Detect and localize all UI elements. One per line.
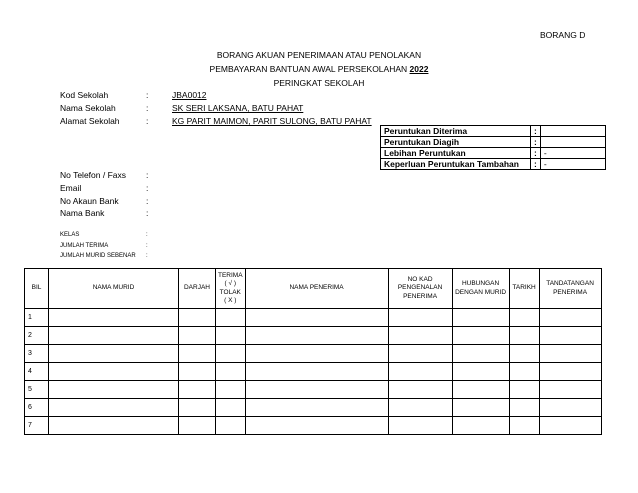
nama-murid-cell[interactable]	[49, 399, 179, 417]
title-year: 2022	[409, 64, 429, 74]
darjah-cell[interactable]	[179, 417, 216, 435]
summary-row	[381, 159, 606, 170]
hubungan-line-1: HUBUNGAN	[461, 280, 500, 287]
nama-murid-cell[interactable]	[49, 345, 179, 363]
darjah-cell[interactable]	[179, 399, 216, 417]
nama-bank-colon: :	[146, 208, 149, 218]
tandatangan-cell[interactable]	[539, 327, 601, 345]
nama-penerima-cell[interactable]	[245, 345, 388, 363]
nama-sekolah-colon: :	[146, 103, 149, 113]
terima-tolak-cell[interactable]	[216, 363, 246, 381]
tarikh-cell[interactable]	[509, 363, 539, 381]
kod-sekolah-colon: :	[146, 90, 149, 100]
nama-murid-cell[interactable]	[49, 381, 179, 399]
nama-sekolah-value: SK SERI LAKSANA, BATU PAHAT	[172, 103, 304, 113]
tarikh-cell[interactable]	[509, 345, 539, 363]
row-number: 5	[25, 381, 49, 399]
terima-text: TERIMA	[218, 271, 243, 279]
darjah-cell[interactable]	[179, 363, 216, 381]
col-header-terima-tolak	[216, 269, 246, 309]
email-label: Email	[60, 183, 82, 193]
jumlah-terima-label: JUMLAH TERIMA	[60, 243, 109, 249]
email-colon: :	[146, 183, 149, 193]
no-kad-cell[interactable]	[388, 381, 452, 399]
alamat-sekolah-value: KG PARIT MAIMON, PARIT SULONG, BATU PAHAT	[172, 116, 372, 126]
no-kad-cell[interactable]	[388, 417, 452, 435]
summary-label: Lebihan Peruntukan	[381, 148, 531, 159]
summary-row	[381, 148, 606, 159]
tandatangan-cell[interactable]	[539, 417, 601, 435]
title-line-1: BORANG AKUAN PENERIMAAN ATAU PENOLAKAN	[216, 50, 422, 60]
tandatangan-cell[interactable]	[539, 399, 601, 417]
akaun-bank-label: No Akaun Bank	[60, 196, 119, 206]
table-row	[25, 381, 602, 399]
hubungan-cell[interactable]	[452, 399, 509, 417]
akaun-bank-colon: :	[146, 196, 149, 206]
table-header-row	[25, 269, 602, 309]
summary-colon: :	[531, 159, 541, 170]
table-row	[25, 345, 602, 363]
row-number: 1	[25, 309, 49, 327]
hubungan-cell[interactable]	[452, 381, 509, 399]
summary-label: Peruntukan Diterima	[381, 126, 531, 137]
no-kad-line-3: PENERIMA	[403, 292, 438, 300]
table-row	[25, 309, 602, 327]
nama-penerima-cell[interactable]	[245, 363, 388, 381]
row-number: 3	[25, 345, 49, 363]
col-header-tarikh: TARIKH	[509, 269, 539, 309]
darjah-cell[interactable]	[179, 345, 216, 363]
table-row	[25, 399, 602, 417]
terima-tolak-cell[interactable]	[216, 417, 246, 435]
nama-penerima-cell[interactable]	[245, 381, 388, 399]
nama-murid-cell[interactable]	[49, 327, 179, 345]
terima-tick-text: ( √ )	[224, 280, 237, 287]
summary-value[interactable]: -	[540, 148, 605, 159]
terima-tolak-cell[interactable]	[216, 345, 246, 363]
jumlah-murid-colon: :	[146, 253, 148, 259]
hubungan-line-2: DENGAN MURID	[455, 288, 507, 296]
hubungan-cell[interactable]	[452, 345, 509, 363]
no-kad-cell[interactable]	[388, 399, 452, 417]
col-header-tandatangan	[539, 269, 601, 309]
row-number: 2	[25, 327, 49, 345]
darjah-cell[interactable]	[179, 381, 216, 399]
col-header-hubungan	[452, 269, 509, 309]
tarikh-cell[interactable]	[509, 381, 539, 399]
summary-colon: :	[531, 126, 541, 137]
summary-value[interactable]	[540, 126, 605, 137]
nama-murid-cell[interactable]	[49, 363, 179, 381]
jumlah-terima-colon: :	[146, 243, 148, 249]
terima-tolak-cell[interactable]	[216, 381, 246, 399]
title-line-3: PERINGKAT SEKOLAH	[273, 78, 365, 88]
no-kad-cell[interactable]	[388, 363, 452, 381]
nama-sekolah-label: Nama Sekolah	[60, 103, 116, 113]
no-kad-cell[interactable]	[388, 309, 452, 327]
summary-colon: :	[531, 148, 541, 159]
hubungan-cell[interactable]	[452, 363, 509, 381]
no-kad-line-2: PENGENALAN	[397, 284, 443, 292]
no-kad-line-1: NO KAD	[407, 275, 433, 283]
terima-tolak-cell[interactable]	[216, 399, 246, 417]
row-number: 4	[25, 363, 49, 381]
table-row	[25, 327, 602, 345]
no-kad-cell[interactable]	[388, 345, 452, 363]
kod-sekolah-value: JBA0012	[172, 90, 207, 100]
col-header-no-kad	[388, 269, 452, 309]
summary-label: Peruntukan Diagih	[381, 137, 531, 148]
darjah-cell[interactable]	[179, 327, 216, 345]
nama-penerima-cell[interactable]	[245, 417, 388, 435]
allocation-summary-table	[380, 125, 606, 170]
col-header-nama-murid: NAMA MURID	[49, 269, 179, 309]
summary-value[interactable]	[540, 137, 605, 148]
title-line-2-text: PEMBAYARAN BANTUAN AWAL PERSEKOLAHAN	[209, 64, 408, 74]
form-code: BORANG D	[540, 30, 586, 40]
tandatangan-cell[interactable]	[539, 363, 601, 381]
telefon-colon: :	[146, 170, 149, 180]
tarikh-cell[interactable]	[509, 327, 539, 345]
hubungan-cell[interactable]	[452, 417, 509, 435]
terima-tolak-cell[interactable]	[216, 309, 246, 327]
summary-row	[381, 126, 606, 137]
nama-penerima-cell[interactable]	[245, 309, 388, 327]
tolak-text: TOLAK	[219, 288, 241, 296]
summary-row	[381, 137, 606, 148]
row-number: 6	[25, 399, 49, 417]
tandatangan-line-1: TANDATANGAN	[546, 280, 594, 287]
alamat-sekolah-label: Alamat Sekolah	[60, 116, 120, 126]
hubungan-cell[interactable]	[452, 327, 509, 345]
tarikh-cell[interactable]	[509, 399, 539, 417]
kelas-label: KELAS	[60, 232, 80, 238]
col-header-nama-penerima: NAMA PENERIMA	[245, 269, 388, 309]
col-header-bil: BIL	[25, 269, 49, 309]
kelas-colon: :	[146, 232, 148, 238]
tarikh-cell[interactable]	[509, 309, 539, 327]
tolak-x-text: ( X )	[224, 297, 237, 304]
row-number: 7	[25, 417, 49, 435]
jumlah-murid-label: JUMLAH MURID SEBENAR	[60, 253, 136, 259]
tandatangan-cell[interactable]	[539, 381, 601, 399]
nama-bank-label: Nama Bank	[60, 208, 105, 218]
nama-murid-cell[interactable]	[49, 417, 179, 435]
telefon-label: No Telefon / Faxs	[60, 170, 126, 180]
table-row	[25, 363, 602, 381]
kod-sekolah-label: Kod Sekolah	[60, 90, 109, 100]
alamat-sekolah-colon: :	[146, 116, 149, 126]
title-line-2	[0, 64, 638, 74]
hubungan-cell[interactable]	[452, 309, 509, 327]
terima-tolak-cell[interactable]	[216, 327, 246, 345]
student-acceptance-table	[24, 268, 602, 435]
summary-label: Keperluan Peruntukan Tambahan	[381, 159, 531, 170]
table-row	[25, 417, 602, 435]
col-header-darjah: DARJAH	[179, 269, 216, 309]
darjah-cell[interactable]	[179, 309, 216, 327]
summary-colon: :	[531, 137, 541, 148]
tandatangan-cell[interactable]	[539, 345, 601, 363]
summary-value[interactable]: -	[540, 159, 605, 170]
tandatangan-cell[interactable]	[539, 309, 601, 327]
tarikh-cell[interactable]	[509, 417, 539, 435]
nama-penerima-cell[interactable]	[245, 327, 388, 345]
tandatangan-line-2: PENERIMA	[553, 288, 588, 296]
nama-murid-cell[interactable]	[49, 309, 179, 327]
no-kad-cell[interactable]	[388, 327, 452, 345]
nama-penerima-cell[interactable]	[245, 399, 388, 417]
